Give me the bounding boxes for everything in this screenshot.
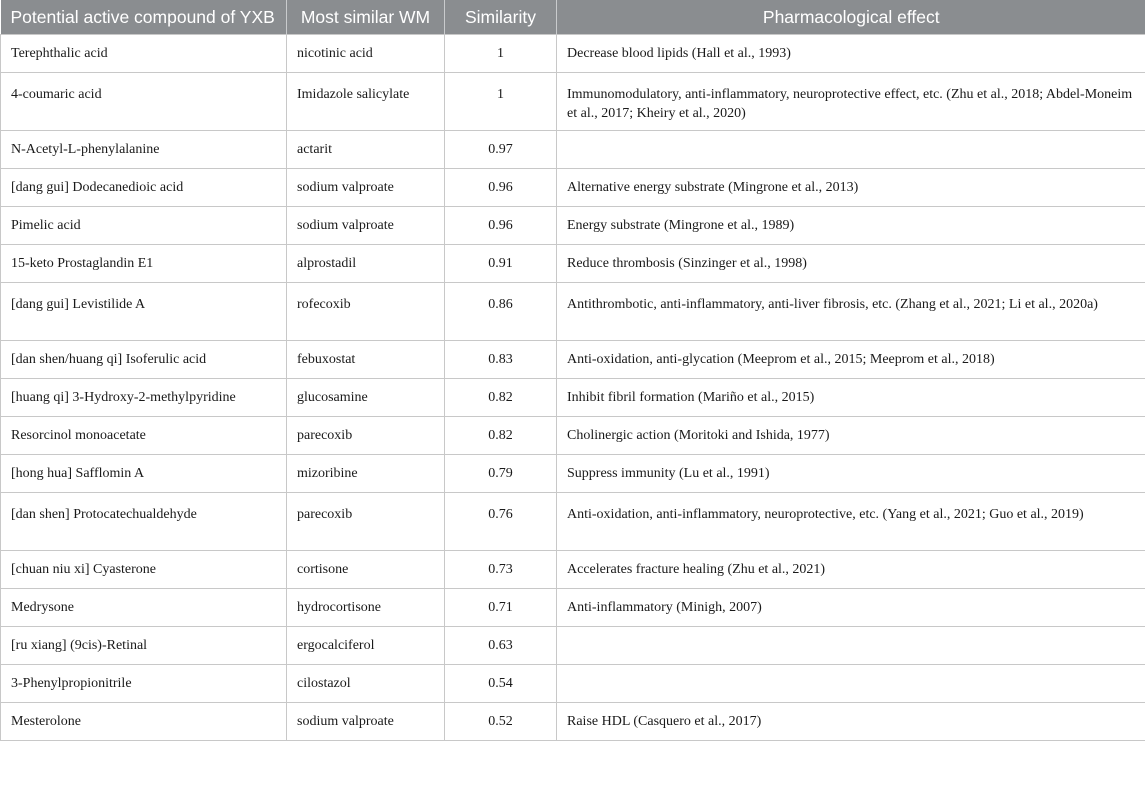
cell-compound: [dan shen/huang qi] Isoferulic acid xyxy=(1,341,287,379)
cell-wm: nicotinic acid xyxy=(287,35,445,73)
header-most-similar-wm: Most similar WM xyxy=(287,0,445,35)
table-row xyxy=(1,589,1145,627)
cell-wm: Imidazole salicylate xyxy=(287,73,445,131)
cell-wm: febuxostat xyxy=(287,341,445,379)
cell-similarity: 0.86 xyxy=(445,283,557,341)
table-row xyxy=(1,245,1145,283)
cell-effect: Antithrombotic, anti-inflammatory, anti-liver fibrosis, etc. (Zhang et al., 2021; Li et al., 2020a) xyxy=(557,283,1145,341)
cell-wm: hydrocortisone xyxy=(287,589,445,627)
cell-compound: 15-keto Prostaglandin E1 xyxy=(1,245,287,283)
cell-wm: actarit xyxy=(287,131,445,169)
cell-effect xyxy=(557,665,1145,703)
cell-effect: Decrease blood lipids (Hall et al., 1993) xyxy=(557,35,1145,73)
cell-wm: cortisone xyxy=(287,551,445,589)
cell-similarity: 0.79 xyxy=(445,455,557,493)
table-row xyxy=(1,35,1145,73)
cell-wm: cilostazol xyxy=(287,665,445,703)
cell-effect: Inhibit fibril formation (Mariño et al., 2015) xyxy=(557,379,1145,417)
cell-wm: sodium valproate xyxy=(287,703,445,741)
table-row xyxy=(1,703,1145,741)
cell-effect: Raise HDL (Casquero et al., 2017) xyxy=(557,703,1145,741)
cell-compound: [dan shen] Protocatechualdehyde xyxy=(1,493,287,551)
table-header xyxy=(1,0,1145,35)
cell-wm: alprostadil xyxy=(287,245,445,283)
cell-effect xyxy=(557,131,1145,169)
cell-similarity: 0.91 xyxy=(445,245,557,283)
table-row xyxy=(1,379,1145,417)
table-row xyxy=(1,665,1145,703)
cell-similarity: 1 xyxy=(445,35,557,73)
table-row xyxy=(1,455,1145,493)
cell-similarity: 0.82 xyxy=(445,417,557,455)
cell-wm: glucosamine xyxy=(287,379,445,417)
cell-wm: ergocalciferol xyxy=(287,627,445,665)
cell-similarity: 0.73 xyxy=(445,551,557,589)
table-row xyxy=(1,493,1145,551)
cell-wm: sodium valproate xyxy=(287,169,445,207)
cell-similarity: 0.71 xyxy=(445,589,557,627)
cell-similarity: 0.54 xyxy=(445,665,557,703)
table-row xyxy=(1,169,1145,207)
table-row xyxy=(1,551,1145,589)
table-row xyxy=(1,417,1145,455)
table-row xyxy=(1,283,1145,341)
cell-effect: Suppress immunity (Lu et al., 1991) xyxy=(557,455,1145,493)
cell-effect: Energy substrate (Mingrone et al., 1989) xyxy=(557,207,1145,245)
table-row xyxy=(1,341,1145,379)
cell-effect: Cholinergic action (Moritoki and Ishida, 1977) xyxy=(557,417,1145,455)
cell-effect: Alternative energy substrate (Mingrone et al., 2013) xyxy=(557,169,1145,207)
table-row xyxy=(1,207,1145,245)
cell-wm: rofecoxib xyxy=(287,283,445,341)
header-pharmacological-effect: Pharmacological effect xyxy=(557,0,1145,35)
header-row xyxy=(1,0,1145,35)
header-similarity: Similarity xyxy=(445,0,557,35)
cell-effect xyxy=(557,627,1145,665)
cell-similarity: 0.76 xyxy=(445,493,557,551)
cell-compound: N-Acetyl-L-phenylalanine xyxy=(1,131,287,169)
cell-similarity: 0.96 xyxy=(445,169,557,207)
cell-effect: Anti-oxidation, anti-glycation (Meeprom et al., 2015; Meeprom et al., 2018) xyxy=(557,341,1145,379)
cell-compound: 3-Phenylpropionitrile xyxy=(1,665,287,703)
cell-compound: Resorcinol monoacetate xyxy=(1,417,287,455)
cell-similarity: 0.83 xyxy=(445,341,557,379)
cell-similarity: 1 xyxy=(445,73,557,131)
cell-wm: mizoribine xyxy=(287,455,445,493)
table-row xyxy=(1,131,1145,169)
table-body xyxy=(1,35,1145,741)
cell-compound: Terephthalic acid xyxy=(1,35,287,73)
cell-compound: [huang qi] 3-Hydroxy-2-methylpyridine xyxy=(1,379,287,417)
cell-effect: Anti-inflammatory (Minigh, 2007) xyxy=(557,589,1145,627)
cell-similarity: 0.82 xyxy=(445,379,557,417)
cell-compound: Mesterolone xyxy=(1,703,287,741)
cell-compound: [ru xiang] (9cis)-Retinal xyxy=(1,627,287,665)
cell-similarity: 0.97 xyxy=(445,131,557,169)
cell-compound: Pimelic acid xyxy=(1,207,287,245)
table-row xyxy=(1,627,1145,665)
cell-wm: parecoxib xyxy=(287,493,445,551)
cell-similarity: 0.96 xyxy=(445,207,557,245)
cell-compound: Medrysone xyxy=(1,589,287,627)
cell-effect: Reduce thrombosis (Sinzinger et al., 1998) xyxy=(557,245,1145,283)
cell-effect: Immunomodulatory, anti-inflammatory, neuroprotective effect, etc. (Zhu et al., 2018; Abdel-Moneim et al., 2017; Kheiry et al., 2020) xyxy=(557,73,1145,131)
cell-effect: Anti-oxidation, anti-inflammatory, neuroprotective, etc. (Yang et al., 2021; Guo et al., 2019) xyxy=(557,493,1145,551)
table-row xyxy=(1,73,1145,131)
cell-wm: sodium valproate xyxy=(287,207,445,245)
cell-effect: Accelerates fracture healing (Zhu et al., 2021) xyxy=(557,551,1145,589)
cell-compound: [dang gui] Levistilide A xyxy=(1,283,287,341)
cell-similarity: 0.52 xyxy=(445,703,557,741)
cell-compound: [hong hua] Safflomin A xyxy=(1,455,287,493)
cell-compound: [dang gui] Dodecanedioic acid xyxy=(1,169,287,207)
cell-compound: [chuan niu xi] Cyasterone xyxy=(1,551,287,589)
cell-compound: 4-coumaric acid xyxy=(1,73,287,131)
cell-similarity: 0.63 xyxy=(445,627,557,665)
cell-wm: parecoxib xyxy=(287,417,445,455)
header-compound: Potential active compound of YXB xyxy=(1,0,287,35)
